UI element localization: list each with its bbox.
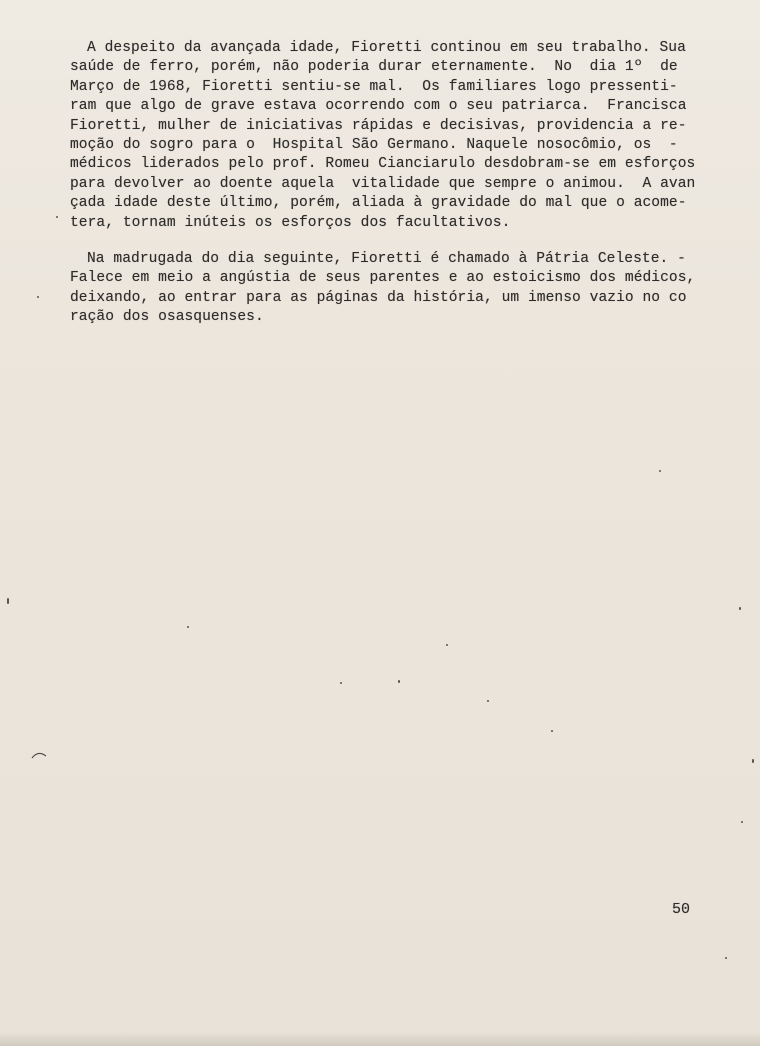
scan-speck [37, 296, 39, 298]
scan-speck [659, 470, 661, 472]
text-line: moção do sogro para o Hospital São Germano. Naquele nosocômio, os - [70, 137, 678, 154]
text-line: tera, tornam inúteis os esforços dos facultativos. [70, 214, 511, 231]
text-line: çada idade deste último, porém, aliada à gravidade do mal que o acome- [70, 195, 687, 212]
scan-speck [7, 598, 9, 604]
paragraph-2 [70, 250, 730, 328]
page-number: 50 [672, 901, 691, 918]
scan-speck [741, 821, 743, 823]
scan-speck [446, 644, 448, 646]
paragraph-1 [70, 39, 730, 233]
scan-speck [725, 957, 727, 959]
scan-speck [487, 700, 489, 702]
body-text [70, 39, 730, 328]
scan-speck [56, 216, 58, 218]
scan-speck [340, 682, 342, 684]
scan-speck [752, 759, 754, 763]
scan-speck [551, 730, 553, 732]
text-line: Na madrugada do dia seguinte, Fioretti é chamado à Pátria Celeste. - [87, 251, 686, 268]
text-line: ram que algo de grave estava ocorrendo com o seu patriarca. Francisca [70, 98, 687, 115]
text-line: ração dos osasquenses. [70, 309, 264, 326]
text-line: Falece em meio a angústia de seus parentes e ao estoicismo dos médicos, [70, 270, 696, 287]
text-line: médicos liderados pelo prof. Romeu Cianciarulo desdobram-se em esforços [70, 156, 696, 173]
scan-edge-shadow [0, 1032, 760, 1046]
scan-speck [739, 607, 741, 610]
text-line: Março de 1968, Fioretti sentiu-se mal. Os familiares logo pressenti- [70, 78, 678, 95]
text-line: deixando, ao entrar para as páginas da história, um imenso vazio no co [70, 289, 687, 306]
scan-mark-icon [30, 748, 50, 762]
text-line: A despeito da avançada idade, Fioretti continou em seu trabalho. Sua [87, 40, 686, 56]
text-line: saúde de ferro, porém, não poderia durar eternamente. No dia 1º de [70, 59, 678, 76]
scan-speck [398, 680, 400, 683]
text-line: Fioretti, mulher de iniciativas rápidas e decisivas, providencia a re- [70, 117, 687, 134]
text-line: para devolver ao doente aquela vitalidade que sempre o animou. A avan [70, 175, 696, 192]
scan-speck [187, 626, 189, 628]
